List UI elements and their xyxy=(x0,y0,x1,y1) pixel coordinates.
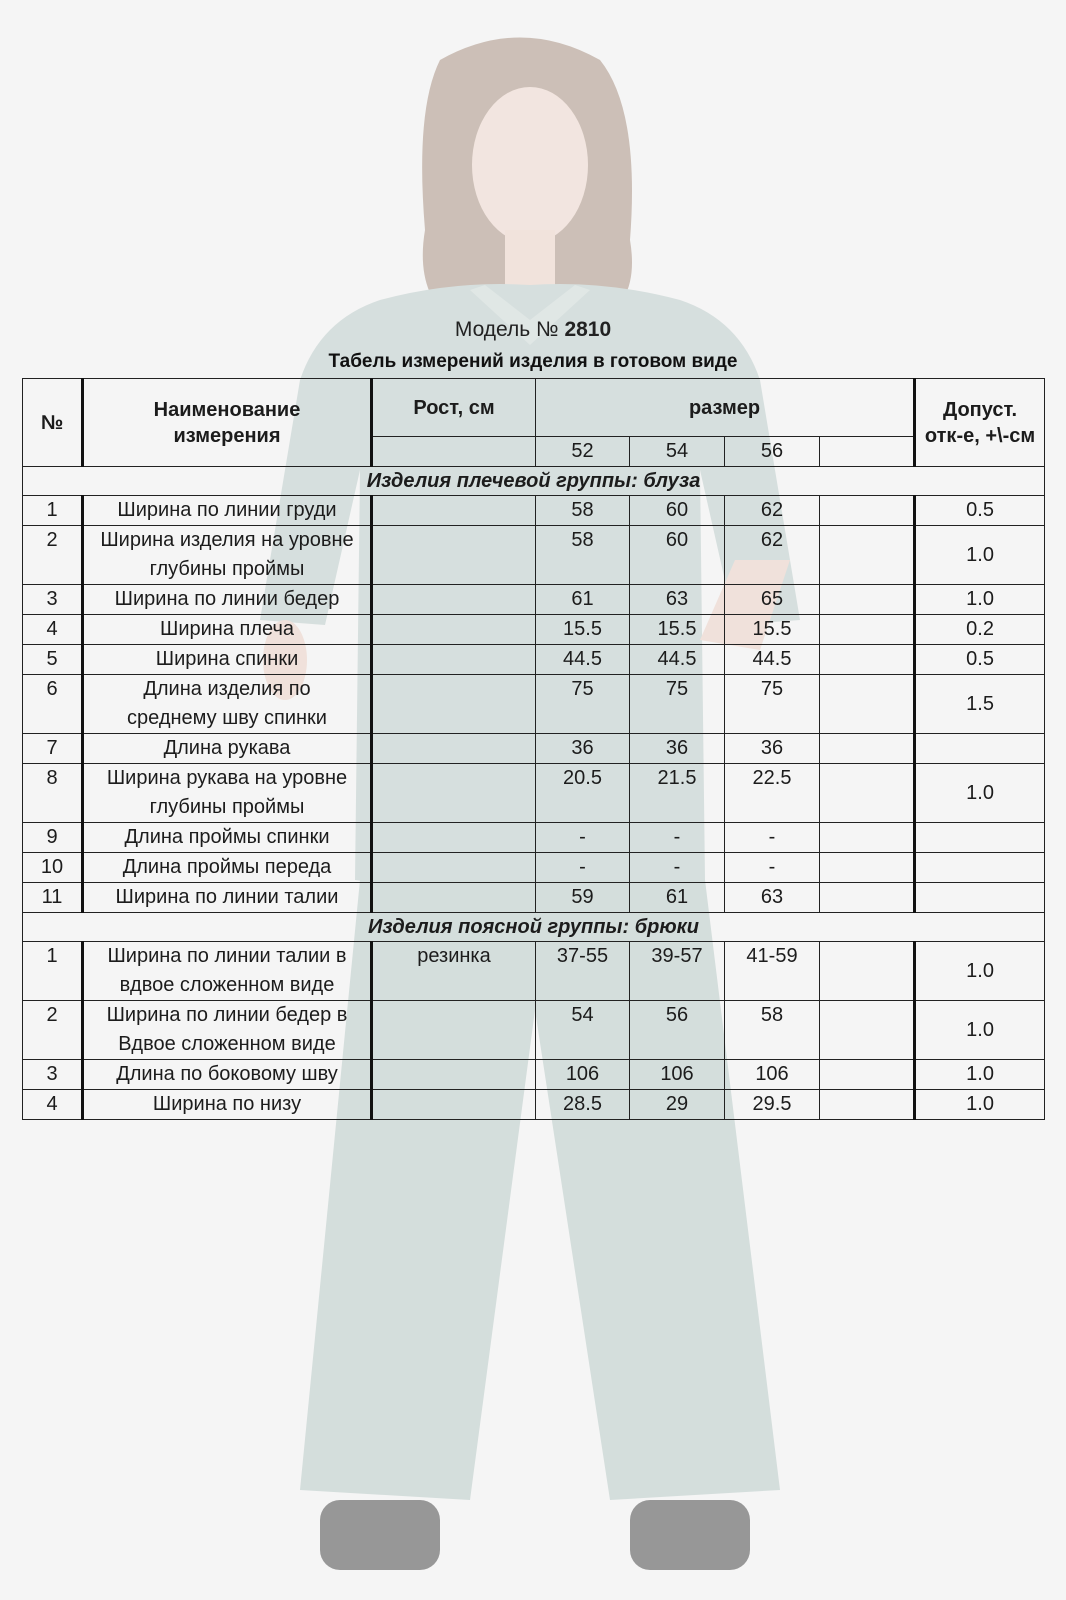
header-size-54: 54 xyxy=(630,437,725,467)
row-value-54: 15.5 xyxy=(630,615,725,645)
row-value-52: 20.5 xyxy=(536,764,630,823)
measurement-table-body xyxy=(23,467,1045,1120)
row-value-54: 61 xyxy=(630,883,725,913)
row-value-52: 75 xyxy=(536,675,630,734)
row-value-56: 106 xyxy=(725,1060,820,1090)
row-number: 9 xyxy=(23,823,83,853)
row-height xyxy=(372,675,536,734)
row-number: 3 xyxy=(23,585,83,615)
row-value-54: 106 xyxy=(630,1060,725,1090)
row-value-56: 62 xyxy=(725,526,820,585)
row-number: 2 xyxy=(23,1001,83,1060)
row-number: 1 xyxy=(23,496,83,526)
row-name: Ширина по линии талии в вдвое сложенном виде xyxy=(83,942,372,1001)
row-value-extra xyxy=(820,496,915,526)
row-height xyxy=(372,823,536,853)
row-value-extra xyxy=(820,1001,915,1060)
row-value-52: 15.5 xyxy=(536,615,630,645)
section-title: Изделия поясной группы: брюки xyxy=(23,913,1045,942)
header-size-52: 52 xyxy=(536,437,630,467)
row-name: Ширина по линии талии xyxy=(83,883,372,913)
section-row xyxy=(23,913,1045,942)
row-tolerance xyxy=(915,734,1045,764)
row-tolerance: 1.0 xyxy=(915,585,1045,615)
row-tolerance: 1.0 xyxy=(915,526,1045,585)
row-value-52: 61 xyxy=(536,585,630,615)
model-number: 2810 xyxy=(564,318,612,341)
row-height: резинка xyxy=(372,942,536,1001)
row-tolerance: 0.5 xyxy=(915,645,1045,675)
row-value-56: 15.5 xyxy=(725,615,820,645)
row-height xyxy=(372,883,536,913)
row-tolerance: 1.0 xyxy=(915,1090,1045,1120)
row-name: Длина изделия по среднему шву спинки xyxy=(83,675,372,734)
table-row xyxy=(23,675,1045,734)
table-row xyxy=(23,734,1045,764)
row-number: 2 xyxy=(23,526,83,585)
row-tolerance: 1.0 xyxy=(915,942,1045,1001)
row-value-extra xyxy=(820,734,915,764)
row-name: Ширина по линии бедер в Вдвое сложенном виде xyxy=(83,1001,372,1060)
table-row xyxy=(23,853,1045,883)
row-value-54: - xyxy=(630,853,725,883)
row-height xyxy=(372,1001,536,1060)
row-height xyxy=(372,585,536,615)
row-value-52: 58 xyxy=(536,496,630,526)
row-tolerance: 1.0 xyxy=(915,1001,1045,1060)
row-value-extra xyxy=(820,1090,915,1120)
header-height-blank xyxy=(372,437,536,467)
row-height xyxy=(372,1060,536,1090)
row-height xyxy=(372,1090,536,1120)
row-tolerance xyxy=(915,853,1045,883)
row-number: 10 xyxy=(23,853,83,883)
row-height xyxy=(372,526,536,585)
row-tolerance xyxy=(915,823,1045,853)
row-value-56: 63 xyxy=(725,883,820,913)
row-value-56: 22.5 xyxy=(725,764,820,823)
header-size: размер xyxy=(536,379,915,437)
row-number: 4 xyxy=(23,615,83,645)
row-tolerance xyxy=(915,883,1045,913)
header-height: Рост, см xyxy=(372,379,536,437)
row-value-extra xyxy=(820,1060,915,1090)
table-title: Табель измерений изделия в готовом виде xyxy=(328,351,738,372)
table-row xyxy=(23,883,1045,913)
row-value-52: 59 xyxy=(536,883,630,913)
row-height xyxy=(372,645,536,675)
table-row xyxy=(23,615,1045,645)
header-tolerance: Допуст. отк-е, +\-см xyxy=(915,379,1045,467)
header-num: № xyxy=(23,379,83,467)
row-value-54: 21.5 xyxy=(630,764,725,823)
table-row xyxy=(23,1060,1045,1090)
row-name: Ширина по низу xyxy=(83,1090,372,1120)
row-name: Ширина изделия на уровне глубины проймы xyxy=(83,526,372,585)
table-row xyxy=(23,526,1045,585)
row-name: Длина по боковому шву xyxy=(83,1060,372,1090)
row-value-52: 54 xyxy=(536,1001,630,1060)
model-title xyxy=(0,318,1066,342)
row-value-54: 44.5 xyxy=(630,645,725,675)
row-value-54: 63 xyxy=(630,585,725,615)
row-name: Ширина по линии груди xyxy=(83,496,372,526)
row-value-56: - xyxy=(725,823,820,853)
row-value-54: 56 xyxy=(630,1001,725,1060)
row-tolerance: 0.5 xyxy=(915,496,1045,526)
row-tolerance: 0.2 xyxy=(915,615,1045,645)
row-value-52: - xyxy=(536,853,630,883)
row-value-extra xyxy=(820,883,915,913)
row-name: Ширина плеча xyxy=(83,615,372,645)
row-number: 5 xyxy=(23,645,83,675)
model-prefix: Модель № xyxy=(454,318,559,341)
table-row xyxy=(23,645,1045,675)
table-row xyxy=(23,496,1045,526)
header-size-blank xyxy=(820,437,915,467)
row-name: Длина проймы спинки xyxy=(83,823,372,853)
row-name: Ширина рукава на уровне глубины проймы xyxy=(83,764,372,823)
row-value-extra xyxy=(820,942,915,1001)
row-height xyxy=(372,853,536,883)
row-value-54: - xyxy=(630,823,725,853)
table-row xyxy=(23,585,1045,615)
row-name: Длина проймы переда xyxy=(83,853,372,883)
row-name: Длина рукава xyxy=(83,734,372,764)
row-value-extra xyxy=(820,823,915,853)
row-height xyxy=(372,496,536,526)
row-number: 7 xyxy=(23,734,83,764)
row-value-extra xyxy=(820,526,915,585)
measurement-table xyxy=(22,378,1045,1120)
row-value-56: 44.5 xyxy=(725,645,820,675)
section-row xyxy=(23,467,1045,496)
row-value-54: 60 xyxy=(630,526,725,585)
row-value-52: 106 xyxy=(536,1060,630,1090)
section-title: Изделия плечевой группы: блуза xyxy=(23,467,1045,496)
row-height xyxy=(372,734,536,764)
row-name: Ширина по линии бедер xyxy=(83,585,372,615)
table-row xyxy=(23,764,1045,823)
row-number: 4 xyxy=(23,1090,83,1120)
row-value-52: 28.5 xyxy=(536,1090,630,1120)
row-value-54: 39-57 xyxy=(630,942,725,1001)
row-value-56: 62 xyxy=(725,496,820,526)
row-tolerance: 1.0 xyxy=(915,1060,1045,1090)
row-value-52: - xyxy=(536,823,630,853)
row-number: 6 xyxy=(23,675,83,734)
row-tolerance: 1.5 xyxy=(915,675,1045,734)
row-value-56: 58 xyxy=(725,1001,820,1060)
row-value-extra xyxy=(820,585,915,615)
row-value-56: 75 xyxy=(725,675,820,734)
row-value-extra xyxy=(820,645,915,675)
row-number: 8 xyxy=(23,764,83,823)
row-name: Ширина спинки xyxy=(83,645,372,675)
row-value-56: 29.5 xyxy=(725,1090,820,1120)
row-value-54: 75 xyxy=(630,675,725,734)
row-value-extra xyxy=(820,615,915,645)
row-tolerance: 1.0 xyxy=(915,764,1045,823)
header-name: Наименование измерения xyxy=(83,379,372,467)
row-number: 1 xyxy=(23,942,83,1001)
row-value-56: - xyxy=(725,853,820,883)
table-row xyxy=(23,823,1045,853)
row-value-56: 36 xyxy=(725,734,820,764)
row-value-extra xyxy=(820,853,915,883)
row-value-52: 36 xyxy=(536,734,630,764)
row-value-extra xyxy=(820,675,915,734)
table-row xyxy=(23,1090,1045,1120)
row-number: 11 xyxy=(23,883,83,913)
row-value-52: 44.5 xyxy=(536,645,630,675)
row-height xyxy=(372,615,536,645)
row-value-52: 37-55 xyxy=(536,942,630,1001)
row-value-52: 58 xyxy=(536,526,630,585)
row-value-56: 41-59 xyxy=(725,942,820,1001)
row-value-56: 65 xyxy=(725,585,820,615)
row-value-extra xyxy=(820,764,915,823)
row-number: 3 xyxy=(23,1060,83,1090)
row-value-54: 36 xyxy=(630,734,725,764)
table-row xyxy=(23,1001,1045,1060)
row-height xyxy=(372,764,536,823)
header-size-56: 56 xyxy=(725,437,820,467)
row-value-54: 29 xyxy=(630,1090,725,1120)
table-row xyxy=(23,942,1045,1001)
row-value-54: 60 xyxy=(630,496,725,526)
